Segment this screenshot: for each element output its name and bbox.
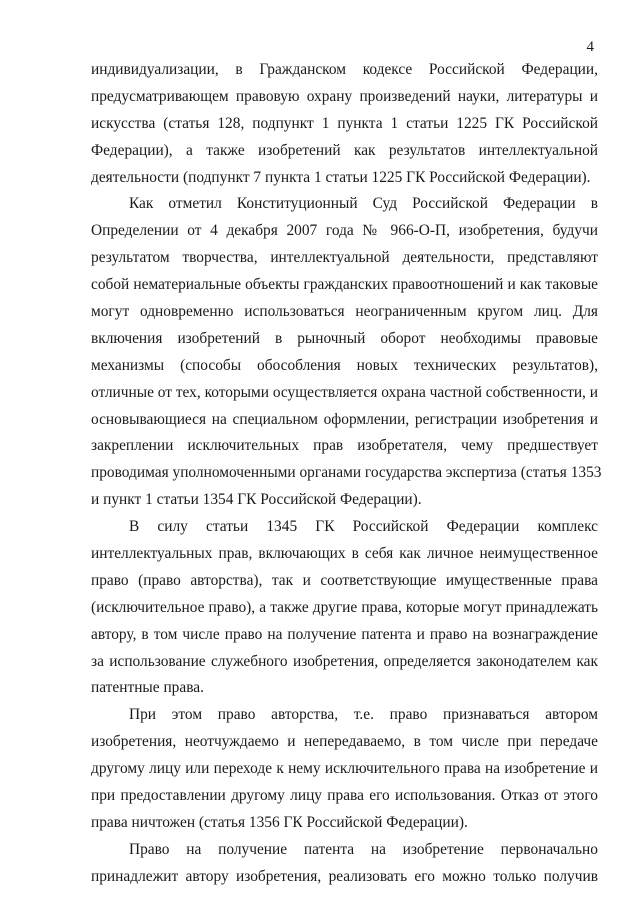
text-line: Определении от 4 декабря 2007 года № 966-О-П, изобретения, будучи	[91, 222, 598, 240]
text-line: включения изобретений в рыночный оборот необходимы правовые	[91, 329, 598, 347]
text-line: изобретения, неотчуждаемо и непередаваемо, в том числе при передаче	[91, 733, 598, 751]
text-line: проводимая уполномоченными органами государства экспертиза (статья 1353	[91, 464, 602, 482]
text-line: право (право авторства), так и соответствующие имущественные права	[91, 571, 598, 589]
text-line: другому лицу или переходе к нему исключительного права на изобретение и	[91, 760, 598, 778]
paragraph-4	[91, 702, 598, 836]
text-line: патентные права.	[91, 679, 204, 697]
text-line: при предоставлении другому лицу права его использования. Отказ от этого	[91, 787, 598, 805]
text-line: искусства (статья 128, подпункт 1 пункта 1 статьи 1225 ГК Российской	[91, 114, 598, 132]
text-line: индивидуализации, в Гражданском кодексе Российской Федерации,	[91, 61, 598, 78]
text-line: отличные от тех, которыми осуществляется охрана частной собственности, и	[91, 383, 598, 401]
text-line: При этом право авторства, т.е. право признаваться автором	[129, 706, 598, 724]
text-line: права ничтожен (статья 1356 ГК Российской Федерации).	[91, 813, 468, 831]
text-line: закреплении исключительных прав изобретателя, чему предшествует	[91, 437, 598, 455]
text-line: за использование служебного изобретения, определяется законодателем как	[91, 652, 598, 670]
text-line: Федерации), а также изобретений как результатов интеллектуальной	[91, 141, 598, 159]
text-line: деятельности (подпункт 7 пункта 1 статьи 1225 ГК Российской Федерации).	[91, 168, 591, 186]
text-line: и пункт 1 статьи 1354 ГК Российской Федерации).	[91, 491, 422, 509]
document-body	[91, 57, 602, 891]
text-line: интеллектуальных прав, включающих в себя как личное неимущественное	[91, 545, 598, 563]
paragraph-5	[91, 837, 598, 891]
paragraph-2	[91, 191, 602, 514]
text-line: принадлежит автору изобретения, реализовать его можно только получив	[91, 867, 598, 885]
text-line: предусматривающем правовую охрану произведений науки, литературы и	[91, 87, 598, 105]
text-line: собой нематериальные объекты гражданских правоотношений и как таковые	[91, 276, 598, 294]
text-line: Право на получение патента на изобретение первоначально	[129, 840, 598, 858]
paragraph-1	[91, 57, 598, 191]
text-line: (исключительное право), а также другие права, которые могут принадлежать	[91, 598, 598, 616]
page-number: 4	[586, 39, 594, 55]
text-line: могут одновременно использоваться неограниченным кругом лиц. Для	[91, 303, 598, 321]
text-line: автору, в том числе право на получение патента и право на вознаграждение	[91, 625, 598, 643]
text-line: Как отметил Конституционный Суд Российской Федерации в	[129, 195, 598, 213]
text-line: основывающиеся на специальном оформлении, регистрации изобретения и	[91, 410, 598, 428]
text-line: механизмы (способы обособления новых технических результатов),	[91, 356, 598, 374]
text-line: В силу статьи 1345 ГК Российской Федерации комплекс	[129, 518, 598, 536]
paragraph-3	[91, 514, 598, 702]
text-line: результатом творчества, интеллектуальной деятельности, представляют	[91, 249, 598, 267]
